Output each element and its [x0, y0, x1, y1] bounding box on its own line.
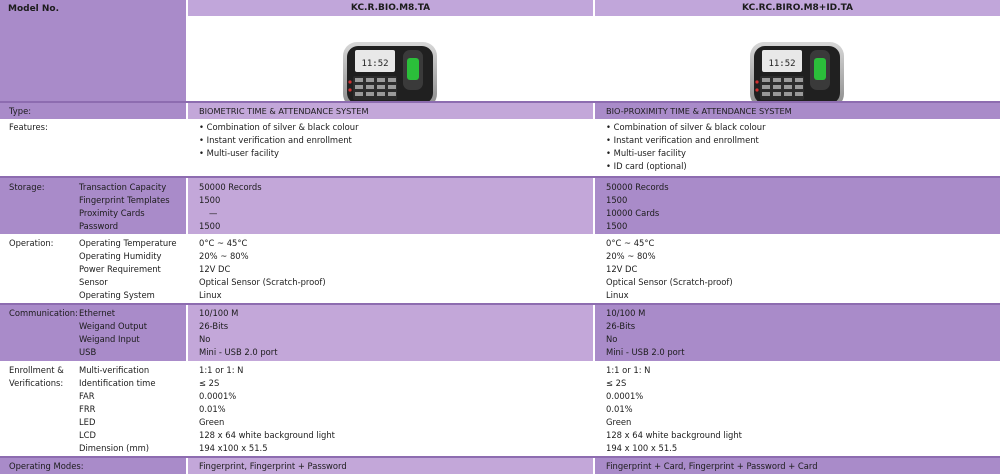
- spec-name: Weigand Output: [79, 321, 148, 331]
- spec-value-a: ≤ 2S: [199, 378, 220, 388]
- operation-label: Operation:: [9, 238, 54, 248]
- spec-value-b: ≤ 2S: [606, 378, 627, 388]
- spec-name: FRR: [79, 404, 96, 414]
- spec-value-a: 0.0001%: [199, 391, 237, 401]
- spec-name: Transaction Capacity: [79, 182, 167, 192]
- spec-value-b: 128 x 64 white background light: [606, 430, 742, 440]
- spec-value-b: 12V DC: [606, 264, 638, 274]
- model-b-title: KC.RC.BIRO.M8+ID.TA: [595, 0, 1000, 16]
- spec-value-b: 1500: [606, 195, 628, 205]
- feature-a-item: • Instant verification and enrollment: [199, 134, 352, 147]
- spec-value-b: 26-Bits: [606, 321, 636, 331]
- spec-value-a: 0.01%: [199, 404, 226, 414]
- device-screen-time: 11:52: [361, 59, 389, 69]
- spec-value-b: 1500: [606, 221, 628, 231]
- spec-value-a: Green: [199, 417, 225, 427]
- spec-value-b: Mini - USB 2.0 port: [606, 347, 685, 357]
- spec-name: Operating Temperature: [79, 238, 177, 248]
- operating-modes-a: Fingerprint, Fingerprint + Password: [199, 461, 347, 471]
- operating-modes-b: Fingerprint + Card, Fingerprint + Password + Card: [606, 461, 818, 471]
- feature-a-item: • Multi-user facility: [199, 147, 279, 160]
- spec-value-b: 10/100 M: [606, 308, 646, 318]
- spec-value-a: Mini - USB 2.0 port: [199, 347, 278, 357]
- spec-name: Weigand Input: [79, 334, 140, 344]
- spec-value-a: Optical Sensor (Scratch-proof): [199, 277, 326, 287]
- communication-label: Communication:: [9, 308, 78, 318]
- spec-name: Sensor: [79, 277, 108, 287]
- spec-value-a: 1500: [199, 221, 221, 231]
- feature-b-item: • Instant verification and enrollment: [606, 134, 759, 147]
- type-label: Type:: [9, 106, 32, 116]
- spec-value-b: 0.0001%: [606, 391, 644, 401]
- spec-value-a: No: [199, 334, 211, 344]
- spec-value-a: Linux: [199, 290, 222, 300]
- spec-value-a: 194 x100 x 51.5: [199, 443, 268, 453]
- type-b: BIO-PROXIMITY TIME & ATTENDANCE SYSTEM: [606, 106, 792, 116]
- spec-value-b: 50000 Records: [606, 182, 669, 192]
- spec-value-b: 10000 Cards: [606, 208, 660, 218]
- enrollment-label: Enrollment &: [9, 365, 64, 375]
- spec-name: Password: [79, 221, 119, 231]
- model-label-cell: [0, 0, 186, 101]
- spec-value-a: 20% ~ 80%: [199, 251, 249, 261]
- model-label: Model No.: [8, 4, 60, 14]
- spec-name: Multi-verification: [79, 365, 150, 375]
- model-a-title: KC.R.BIO.M8.TA: [188, 0, 593, 16]
- type-a: BIOMETRIC TIME & ATTENDANCE SYSTEM: [199, 106, 369, 116]
- spec-name: Operating Humidity: [79, 251, 162, 261]
- spec-value-b: 0°C ~ 45°C: [606, 238, 655, 248]
- spec-value-a: 128 x 64 white background light: [199, 430, 335, 440]
- device-screen-time: 11:52: [768, 59, 796, 69]
- spec-value-a: 1500: [199, 195, 221, 205]
- spec-name: Operating System: [79, 290, 155, 300]
- spec-value-b: Green: [606, 417, 632, 427]
- spec-value-a: 50000 Records: [199, 182, 262, 192]
- communication-section: [0, 305, 1000, 361]
- storage-label: Storage:: [9, 182, 45, 192]
- spec-name: Proximity Cards: [79, 208, 145, 218]
- spec-name: Identification time: [79, 378, 156, 388]
- spec-name: USB: [79, 347, 97, 357]
- operating-modes-row: [0, 458, 1000, 474]
- spec-value-b: 20% ~ 80%: [606, 251, 656, 261]
- model-b-image-cell: [595, 16, 1000, 101]
- spec-value-b: No: [606, 334, 618, 344]
- type-row: [0, 103, 1000, 119]
- spec-value-a: 0°C ~ 45°C: [199, 238, 248, 248]
- spec-name: Dimension (mm): [79, 443, 150, 453]
- spec-name: FAR: [79, 391, 95, 401]
- spec-value-b: Optical Sensor (Scratch-proof): [606, 277, 733, 287]
- feature-a-item: • Combination of silver & black colour: [199, 121, 359, 134]
- spec-name: Power Requirement: [79, 264, 161, 274]
- operating-modes-label: Operating Modes:: [9, 461, 84, 471]
- spec-name: Ethernet: [79, 308, 116, 318]
- feature-b-item: • Multi-user facility: [606, 147, 686, 160]
- spec-name: Fingerprint Templates: [79, 195, 170, 205]
- spec-name: LCD: [79, 430, 96, 440]
- spec-name: LED: [79, 417, 96, 427]
- spec-value-a: 26-Bits: [199, 321, 229, 331]
- spec-value-b: 0.01%: [606, 404, 633, 414]
- spec-value-b: 194 x 100 x 51.5: [606, 443, 678, 453]
- spec-value-b: Linux: [606, 290, 629, 300]
- model-a-image-cell: [188, 16, 593, 101]
- feature-b-item: • ID card (optional): [606, 160, 687, 173]
- spec-value-a: 10/100 M: [199, 308, 239, 318]
- verifications-label: Verifications:: [9, 378, 64, 388]
- spec-value-a: 12V DC: [199, 264, 231, 274]
- feature-b-item: • Combination of silver & black colour: [606, 121, 766, 134]
- features-label: Features:: [9, 122, 48, 132]
- spec-value-a: —: [209, 208, 218, 218]
- spec-value-b: 1:1 or 1: N: [606, 365, 651, 375]
- spec-value-a: 1:1 or 1: N: [199, 365, 244, 375]
